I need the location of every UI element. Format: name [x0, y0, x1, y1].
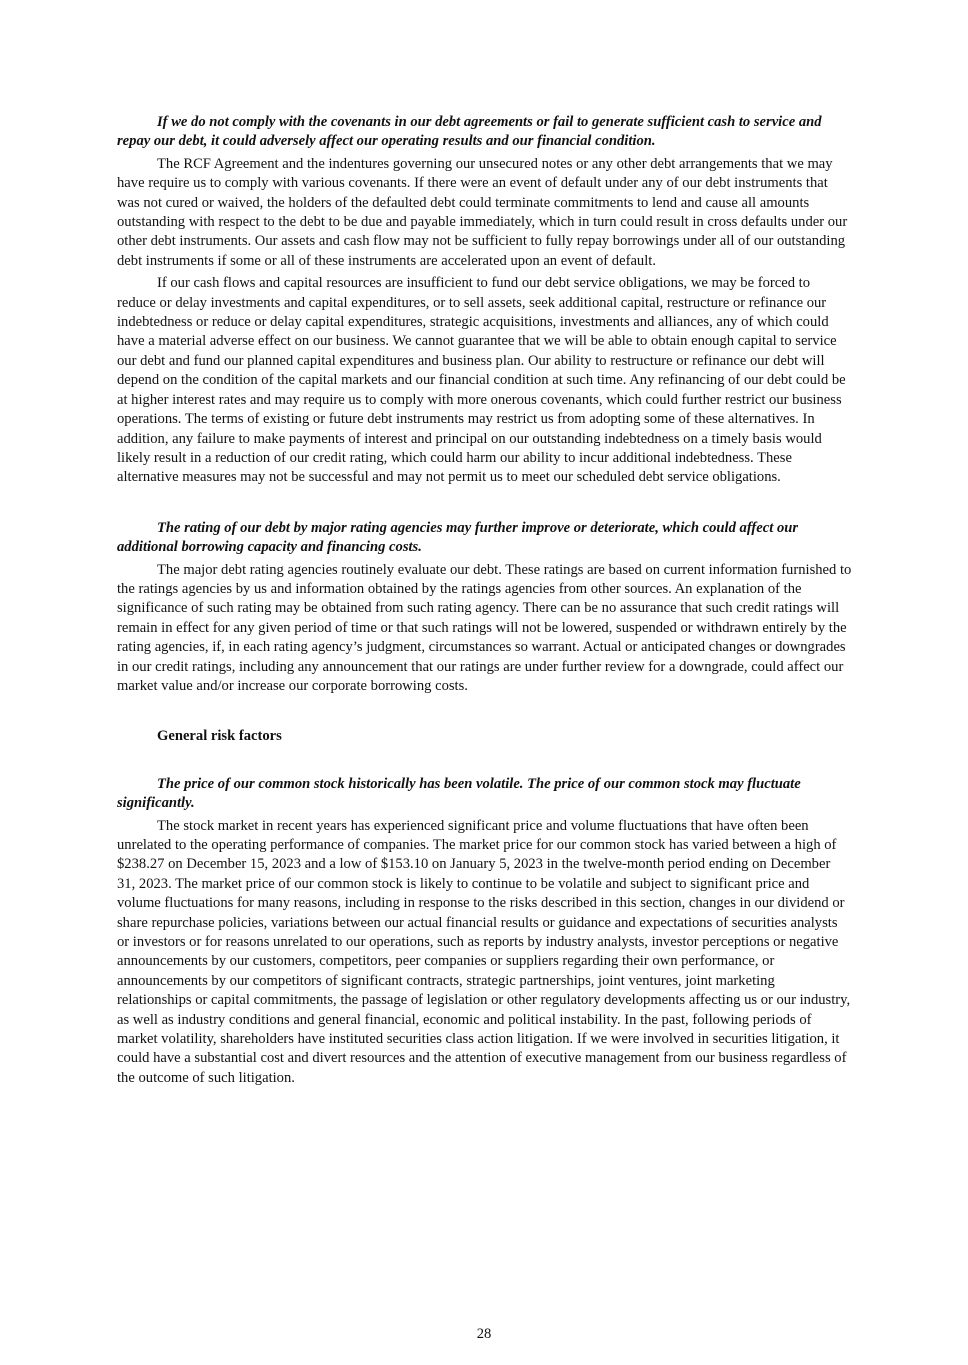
- section-spacer: [117, 747, 852, 775]
- covenants-paragraph-1: The RCF Agreement and the indentures governing our unsecured notes or any other debt arrangements that we may have require us to comply with various covenants. If there were an event of default under any of our debt instruments that was not cured or waived, the holders of the defaulted debt could terminate commitments to lend and cause all amounts outstanding with respect to the debt to be due and payable immediately, which in turn could result in cross defaults under our other debt instruments. Our assets and cash flow may not be sufficient to fully repay borrowings under all of our outstanding debt instruments if some or all of these instruments are accelerated upon an event of default.: [117, 155, 848, 269]
- document-page: [117, 113, 852, 1091]
- rating-paragraph-1: The major debt rating agencies routinely evaluate our debt. These ratings are based on current information furnished to the ratings agencies by us and information obtained by the ratings agencies from other sources. An explanation of the significance of such rating may be obtained from such rating agency. There can be no assurance that such credit ratings will remain in effect for any given period of time or that such ratings will not be lowered, suspended or withdrawn entirely by the rating agencies, if, in each rating agency’s judgment, circumstances so warrant. Actual or anticipated changes or downgrades in our credit ratings, including any announcement that our ratings are under further review for a downgrade, could affect our market value and/or increase our corporate borrowing costs.: [117, 561, 852, 694]
- stock-price-section: [117, 775, 852, 1089]
- covenants-heading: If we do not comply with the covenants in our debt agreements or fail to generate sufficient cash to service and repay our debt, it could adversely affect our operating results and our financial condition.: [117, 114, 822, 150]
- stock-price-paragraph: The stock market in recent years has experienced significant price and volume fluctuations that have often been unrelated to the operating performance of companies. The market price for our common stock has varied between a high of $238.27 on December 15, 2023 and a low of $153.10 on January 5, 2023 in the twelve-month period ending on December 31, 2023. The market price of our common stock is likely to continue to be volatile and subject to significant price and volume fluctuations for many reasons, including in response to the risks described in this section, changes in our dividend or share repurchase policies, variations between our actual financial results or guidance and expectations of securities analysts or investors or for reasons unrelated to our operations, such as reports by industry analysts, investor perceptions or negative announcements by our customers, competitors, peer companies or suppliers regarding their own performance, or announcements by our competitors of significant contracts, strategic partnerships, joint ventures, joint marketing relationships or capital commitments, the passage of legislation or other regulatory developments affecting us or our industry, as well as industry conditions and general financial, economic and political instability. In the past, following periods of market volatility, shareholders have instituted securities class action litigation. If we were involved in securities litigation, it could have a substantial cost and divert resources and the attention of executive management from our business regardless of the outcome of such litigation.: [117, 817, 851, 1086]
- rating-heading: The rating of our debt by major rating agencies may further improve or deteriorate, which could affect our additional borrowing capacity and financing costs.: [117, 519, 799, 556]
- general-risk-factors-heading: General risk factors: [157, 728, 282, 745]
- covenants-paragraph-2: If our cash flows and capital resources are insufficient to fund our debt service obligations, we may be forced to reduce or delay investments and capital expenditures, or to sell assets, seek additional capital, restructure or refinance our indebtedness or reduce or delay capital expenditures, strategic acquisitions, investments and alliances, any of which could have a material adverse effect on our business. We cannot guarantee that we will be able to obtain enough capital to service our debt and fund our planned capital expenditures and business plan. Our ability to restructure or refinance our debt will depend on the condition of the capital markets and our financial condition at such time. Any refinancing of our debt could be at higher interest rates and may require us to comply with more onerous covenants, which could further restrict our business operations. The terms of existing or future debt instruments may restrict us from adopting some of these alternatives. In addition, any failure to make payments of interest and principal on our outstanding indebtedness on a timely basis would likely result in a reduction of our credit rating, which could harm our ability to incur additional indebtedness. These alternative measures may not be successful and may not permit us to meet our scheduled debt service obligations.: [117, 275, 846, 486]
- covenants-section: [117, 113, 852, 488]
- section-spacer: [117, 699, 852, 727]
- stock-price-heading: The price of our common stock historically has been volatile. The price of our common stock may fluctuate significantly.: [117, 775, 801, 812]
- rating-section: [117, 519, 852, 697]
- page-number: 28: [476, 1326, 492, 1342]
- section-spacer: [117, 491, 852, 519]
